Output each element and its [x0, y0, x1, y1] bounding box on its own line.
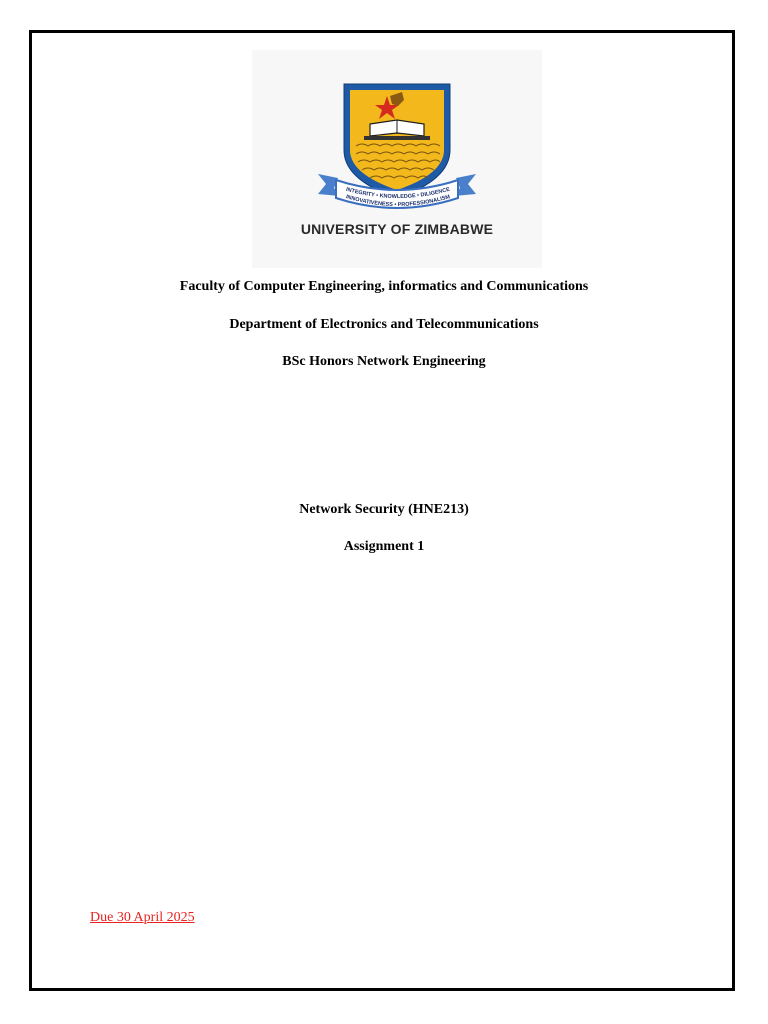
assignment-heading: Assignment 1 — [343, 539, 425, 554]
motto-ribbon — [252, 50, 542, 220]
motto-line-2: INNOVATIVENESS • PROFESSIONALISM — [345, 194, 451, 209]
faculty-heading: Faculty of Computer Engineering, informatics and Communications — [179, 279, 589, 294]
due-date: Due 30 April 2025 — [90, 910, 195, 925]
university-logo — [252, 50, 542, 268]
department-heading: Department of Electronics and Telecommunications — [229, 317, 539, 332]
motto-line-1: INTEGRITY • KNOWLEDGE • DILIGENCE — [345, 186, 451, 201]
university-name: UNIVERSITY OF ZIMBABWE — [300, 221, 494, 237]
programme-heading: BSc Honors Network Engineering — [282, 354, 486, 369]
course-heading: Network Security (HNE213) — [299, 502, 469, 517]
